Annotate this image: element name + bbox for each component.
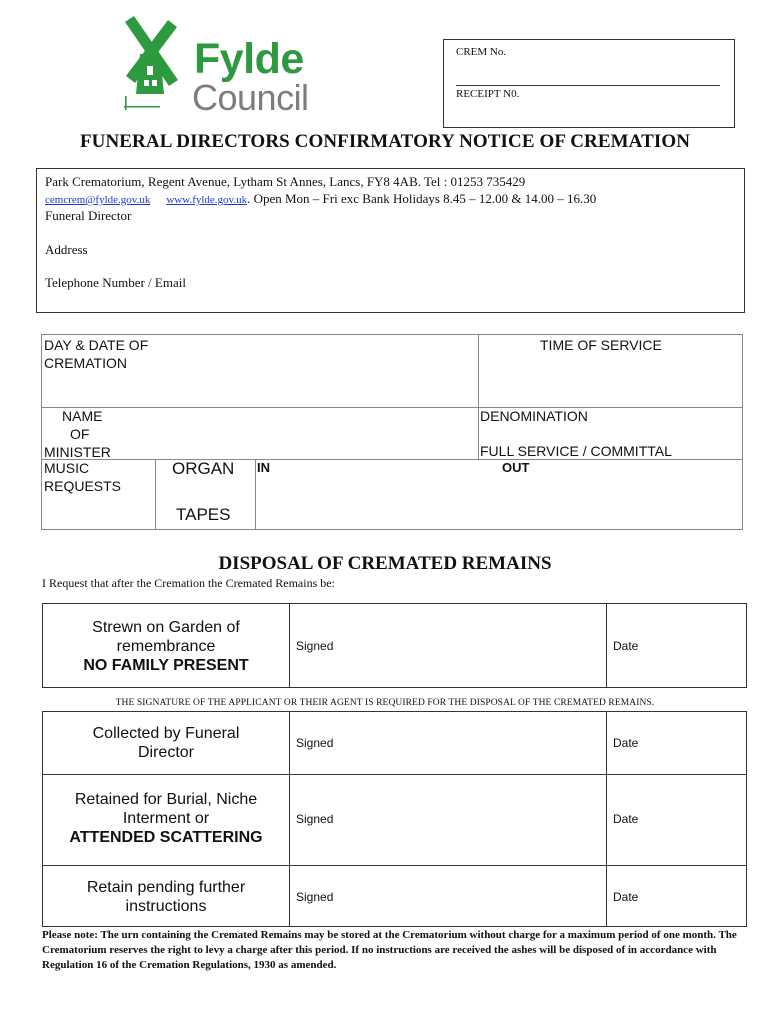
opening-hours: . Open Mon – Fri exc Bank Holidays 8.45 – 12.00 & 14.00 – 16.30 <box>247 191 597 206</box>
music-out-label: OUT <box>502 460 530 475</box>
contact-line <box>45 191 596 207</box>
time-of-service-label: TIME OF SERVICE <box>540 337 662 353</box>
collected-by-funeral-director-option: Collected by Funeral Director <box>92 725 240 761</box>
collected-signed-field[interactable]: Signed <box>296 736 334 750</box>
crem-number-label: CREM No. <box>456 46 507 58</box>
strewn-date-field[interactable]: Date <box>613 639 639 653</box>
page-title: FUNERAL DIRECTORS CONFIRMATORY NOTICE OF CREMATION <box>79 131 691 152</box>
signature-requirement-note: THE SIGNATURE OF THE APPLICANT OR THEIR AGENT IS REQUIRED FOR THE DISPOSAL OF THE CREMATED REMAINS. <box>115 698 655 708</box>
denomination-label: DENOMINATION <box>480 408 588 424</box>
name-of-minister-label: NAME OF MINISTER <box>44 408 111 460</box>
pending-signed-field[interactable]: Signed <box>296 890 334 904</box>
music-in-label: IN <box>257 460 270 475</box>
service-details-table <box>41 334 743 530</box>
urn-storage-note: Please note: The urn containing the Cremated Remains may be stored at the Crematorium without charge for a maximum period of one month. The Crematorium reserves the right to levy a charge after this period. If no instructions are received the ashes will be disposed of in accordance with Regulation 16 of the Cremation Regulations, 1930 as amended. <box>42 929 737 971</box>
fylde-council-logo <box>120 14 330 118</box>
pending-date-field[interactable]: Date <box>613 890 639 904</box>
receipt-number-label: RECEIPT N0. <box>456 88 520 100</box>
crem-receipt-box <box>443 39 735 128</box>
retained-date-field[interactable]: Date <box>613 812 639 826</box>
full-service-committal-label: FULL SERVICE / COMMITTAL <box>480 443 672 459</box>
music-requests-label: MUSIC REQUESTS <box>44 460 122 494</box>
logo-name-line2: Council <box>192 77 309 118</box>
strewn-signed-field[interactable]: Signed <box>296 639 334 653</box>
tapes-label: TAPES <box>176 505 231 524</box>
logo-name-line1: Fylde <box>194 35 304 83</box>
website-link[interactable]: www.fylde.gov.uk <box>166 194 248 206</box>
address-label: Address <box>45 242 88 257</box>
retained-signed-field[interactable]: Signed <box>296 812 334 826</box>
strewn-garden-option: Strewn on Garden of remembrance NO FAMILY PRESENT <box>83 619 249 674</box>
crem-number-line[interactable] <box>456 85 720 86</box>
crematorium-details-box <box>36 168 745 313</box>
telephone-email-label: Telephone Number / Email <box>45 275 186 290</box>
email-link[interactable]: cemcrem@fylde.gov.uk <box>45 194 151 206</box>
funeral-director-label: Funeral Director <box>45 208 132 223</box>
disposal-request-text: I Request that after the Cremation the Cremated Remains be: <box>42 576 335 590</box>
collected-date-field[interactable]: Date <box>613 736 639 750</box>
retain-pending-option: Retain pending further instructions <box>86 879 246 915</box>
disposal-option-strewn-row <box>42 603 747 688</box>
windmill-icon <box>120 14 190 118</box>
retained-for-burial-option: Retained for Burial, Niche Interment or ATTENDED SCATTERING <box>69 791 263 846</box>
day-date-of-cremation-label: DAY & DATE OF CREMATION <box>44 337 149 371</box>
disposal-options-table <box>42 711 747 927</box>
organ-label: ORGAN <box>172 459 235 478</box>
crematorium-address: Park Crematorium, Regent Avenue, Lytham St Annes, Lancs, FY8 4AB. Tel : 01253 735429 <box>45 174 526 189</box>
disposal-section-title: DISPOSAL OF CREMATED REMAINS <box>218 553 552 574</box>
